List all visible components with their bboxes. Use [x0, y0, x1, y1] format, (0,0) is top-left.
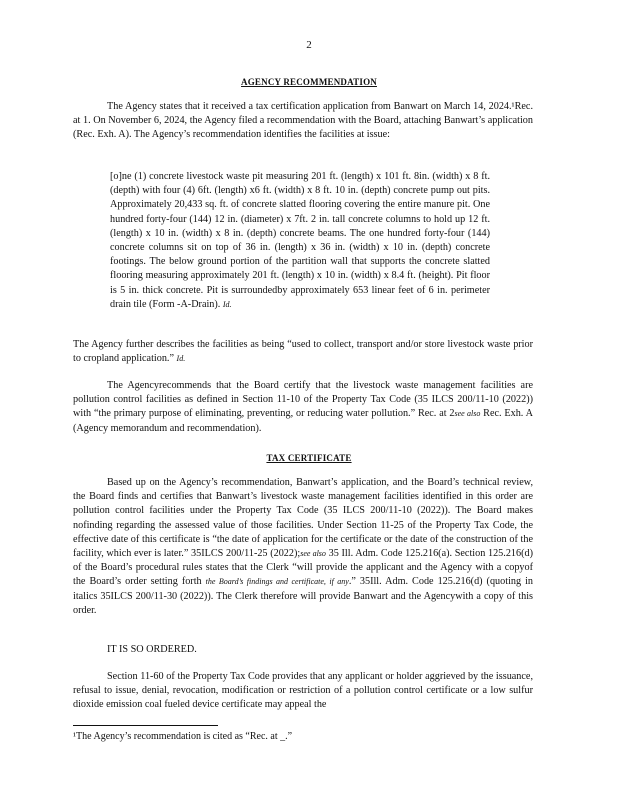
paragraph-findings-see-also: see also: [300, 549, 326, 559]
quote-citation: Id.: [222, 299, 232, 309]
footnote: ¹The Agency’s recommendation is cited as “Rec. at _.”: [73, 731, 293, 742]
page-number: 2: [306, 39, 312, 51]
paragraph-recommends-part-a: The Agencyrecommends that the Board certify that the livestock waste management facilities are pollution control facilities as defined in Section 11-10 of the Property Tax Code (35 ILCS 200/11-10 (2022)) with “the primary purpose of eliminating, preventing, or reducing water pollution.” Rec. at 2: [73, 380, 533, 420]
heading-agency-recommendation: [0, 75, 618, 89]
paragraph-agency-recommends: [73, 379, 533, 436]
paragraph-recommends-see-also: see also: [454, 409, 481, 419]
footnote-divider: [73, 725, 218, 726]
block-quote-text: [o]ne (1) concrete livestock waste pit measuring 201 ft. (length) x 101 ft. 8in. (width) x 8 ft. (depth) with four (4) 6ft. (length) x6 ft. (width) x 8 ft. 10 in. (depth) concrete pump out pits. Approximately 20,433 sq. ft. of concrete slatted flooring covering the entire manure pit. One hundred forty-four (144) 12 in. (diameter) x 7ft. 2 in. tall concrete columns to hold up 12 ft. (length) x 10 in. (width) x 8 in. (depth) concrete beams. The one hundred forty-four (144) concrete columns sit on top of 36 in. (length) x 36 in. (width) x 10 in. (depth) concrete footings. The below ground portion of the partition wall that supports the concrete slatted flooring measuring approximately 201 ft. (length) x 10 in. (width) x 8.4 ft. (height). Pit floor is 5 in. thick concrete. Pit is surroundedby approximately 653 linear feet of 6 in. perimeter drain tile (Form -A-Drain).: [110, 171, 490, 310]
paragraph-section-11-60: Section 11-60 of the Property Tax Code provides that any applicant or holder aggrieved by the issuance, refusal to issue, denial, revocation, modification or restriction of a pollution control certificate or a low sulfur dioxide emission coal fueled device certificate may appeal the: [73, 671, 533, 711]
paragraph-agency-describes: [73, 338, 533, 366]
heading-agency-text: AGENCY RECOMMENDATION: [241, 77, 377, 87]
block-quote-facilities: [110, 170, 490, 312]
paragraph-findings-italic-quote: the Board’s findings and certificate, if any: [205, 577, 349, 587]
paragraph-findings-part-a: Based up on the Agency’s recommendation, Banwart’s application, and the Board’s technical review, the Board finds and certifies that Banwart’s livestock waste management facilities identified in this order are pollution control facilities under the Property Tax Code (35 ILCS 200/11-10 (2022)). The Board makes nofinding regarding the assessed value of those facilities. Under Section 11-25 of the Property Tax Code, the effective date of this certificate is “the date of application for the certificate or the date of the construction of the facility, which ever is later.” 35ILCS 200/11-25 (2022);: [73, 477, 533, 560]
paragraph-agency-describes-text: The Agency further describes the facilities as being “used to collect, transport and/or store livestock waste prior to cropland application.”: [73, 339, 533, 365]
paragraph-agency-describes-cite: Id.: [176, 354, 186, 364]
heading-tax-text: TAX CERTIFICATE: [266, 453, 352, 463]
paragraph-findings-part-b: 35 Ill. Adm. Code 125.216(a). Section 125.216(d) of the Board’s procedural rules states that the Clerk “will provide the applicant and the Agency with a copyof the Board’s order setting forth: [73, 548, 533, 588]
paragraph-findings-part-c: .” 35Ill. Adm. Code 125.216(d) (quoting in italics 35ILCS 200/11-30 (2022)). The Clerk therefore will provide Banwart and the Agencywith a copy of this order.: [73, 576, 534, 616]
order-statement: IT IS SO ORDERED.: [107, 644, 197, 655]
paragraph-agency-statement: The Agency states that it received a tax certification application from Banwart on March 14, 2024.¹Rec. at 1. On November 6, 2024, the Agency filed a recommendation with the Board, attaching Banwart’s application (Rec. Exh. A). The Agency’s recommendation identifies the facilities at issue:: [73, 101, 533, 141]
paragraph-board-findings: [73, 476, 533, 618]
heading-tax-certificate: [0, 451, 618, 465]
paragraph-recommends-part-b: Rec. Exh. A (Agency memorandum and recommendation).: [73, 408, 533, 434]
